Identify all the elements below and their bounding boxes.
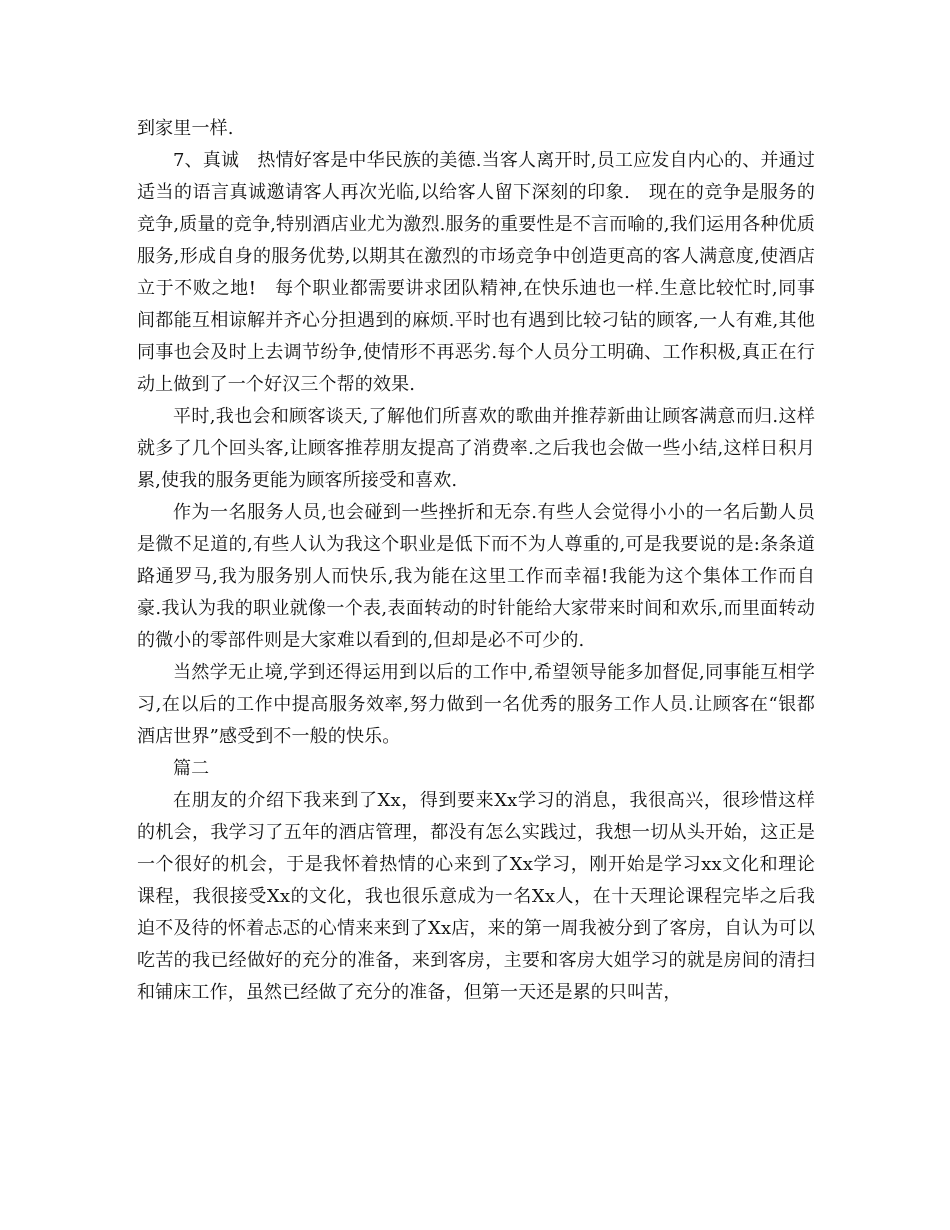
document-page (137, 113, 815, 1009)
paragraph-sincerity-teamwork: 7、真诚 热情好客是中华民族的美德.当客人离开时,员工应发自内心的、并通过适当的语言真诚邀请客人再次光临,以给客人留下深刻的印象. 现在的竞争是服务的竞争,质量的竞争,特别酒店业尤为激烈.服务的重要性是不言而喻的,我们运用各种优质服务,形成自身的服务优势,以期其在激烈的市场竞争中创造更高的客人满意度,使酒店立于不败之地! 每个职业都需要讲求团队精神,在快乐迪也一样.生意比较忙时,同事间都能互相谅解并齐心分担遇到的麻烦.平时也有遇到比较刁钻的顾客,一人有难,其他同事也会及时上去调节纷争,使情形不再恶劣.每个人员分工明确、工作积极,真正在行动上做到了一个好汉三个帮的效果. (137, 150, 815, 395)
paragraph-continuation: 到家里一样. (137, 118, 234, 139)
paragraph-continuous-learning: 当然学无止境,学到还得运用到以后的工作中,希望领导能多加督促,同事能互相学习,在以后的工作中提高服务效率,努力做到一名优秀的服务工作人员.让顾客在“银都酒店世界”感受到不一般的快乐。 (137, 662, 815, 747)
paragraph-customer-chat: 平时,我也会和顾客谈天,了解他们所喜欢的歌曲并推荐新曲让顾客满意而归.这样就多了几个回头客,让顾客推荐朋友提高了消费率.之后我也会做一些小结,这样日积月累,使我的服务更能为顾客所接受和喜欢. (137, 406, 815, 491)
paragraph-service-pride: 作为一名服务人员,也会碰到一些挫折和无奈.有些人会觉得小小的一名后勤人员是微不足道的,有些人认为我这个职业是低下而不为人尊重的,可是我要说的是:条条道路通罗马,我为服务别人而快乐,我为能在这里工作而幸福!我能为这个集体工作而自豪.我认为我的职业就像一个表,表面转动的时针能给大家带来时间和欢乐,而里面转动的微小的零部件则是大家难以看到的,但却是必不可少的. (137, 502, 815, 651)
section-heading-part-two: 篇二 (173, 758, 210, 779)
paragraph-internship-start: 在朋友的介绍下我来到了Xx，得到要来Xx学习的消息，我很高兴，很珍惜这样的机会，我学习了五年的酒店管理，都没有怎么实践过，我想一切从头开始，这正是一个很好的机会，于是我怀着热情的心来到了Xx学习，刚开始是学习xx文化和理论课程，我很接受Xx的文化，我也很乐意成为一名Xx人，在十天理论课程完毕之后我迫不及待的怀着忐忑的心情来来到了Xx店，来的第一周我被分到了客房，自认为可以吃苦的我已经做好的充分的准备，来到客房，主要和客房大姐学习的就是房间的清扫和铺床工作，虽然已经做了充分的准备，但第一天还是累的只叫苦， (137, 790, 815, 1003)
